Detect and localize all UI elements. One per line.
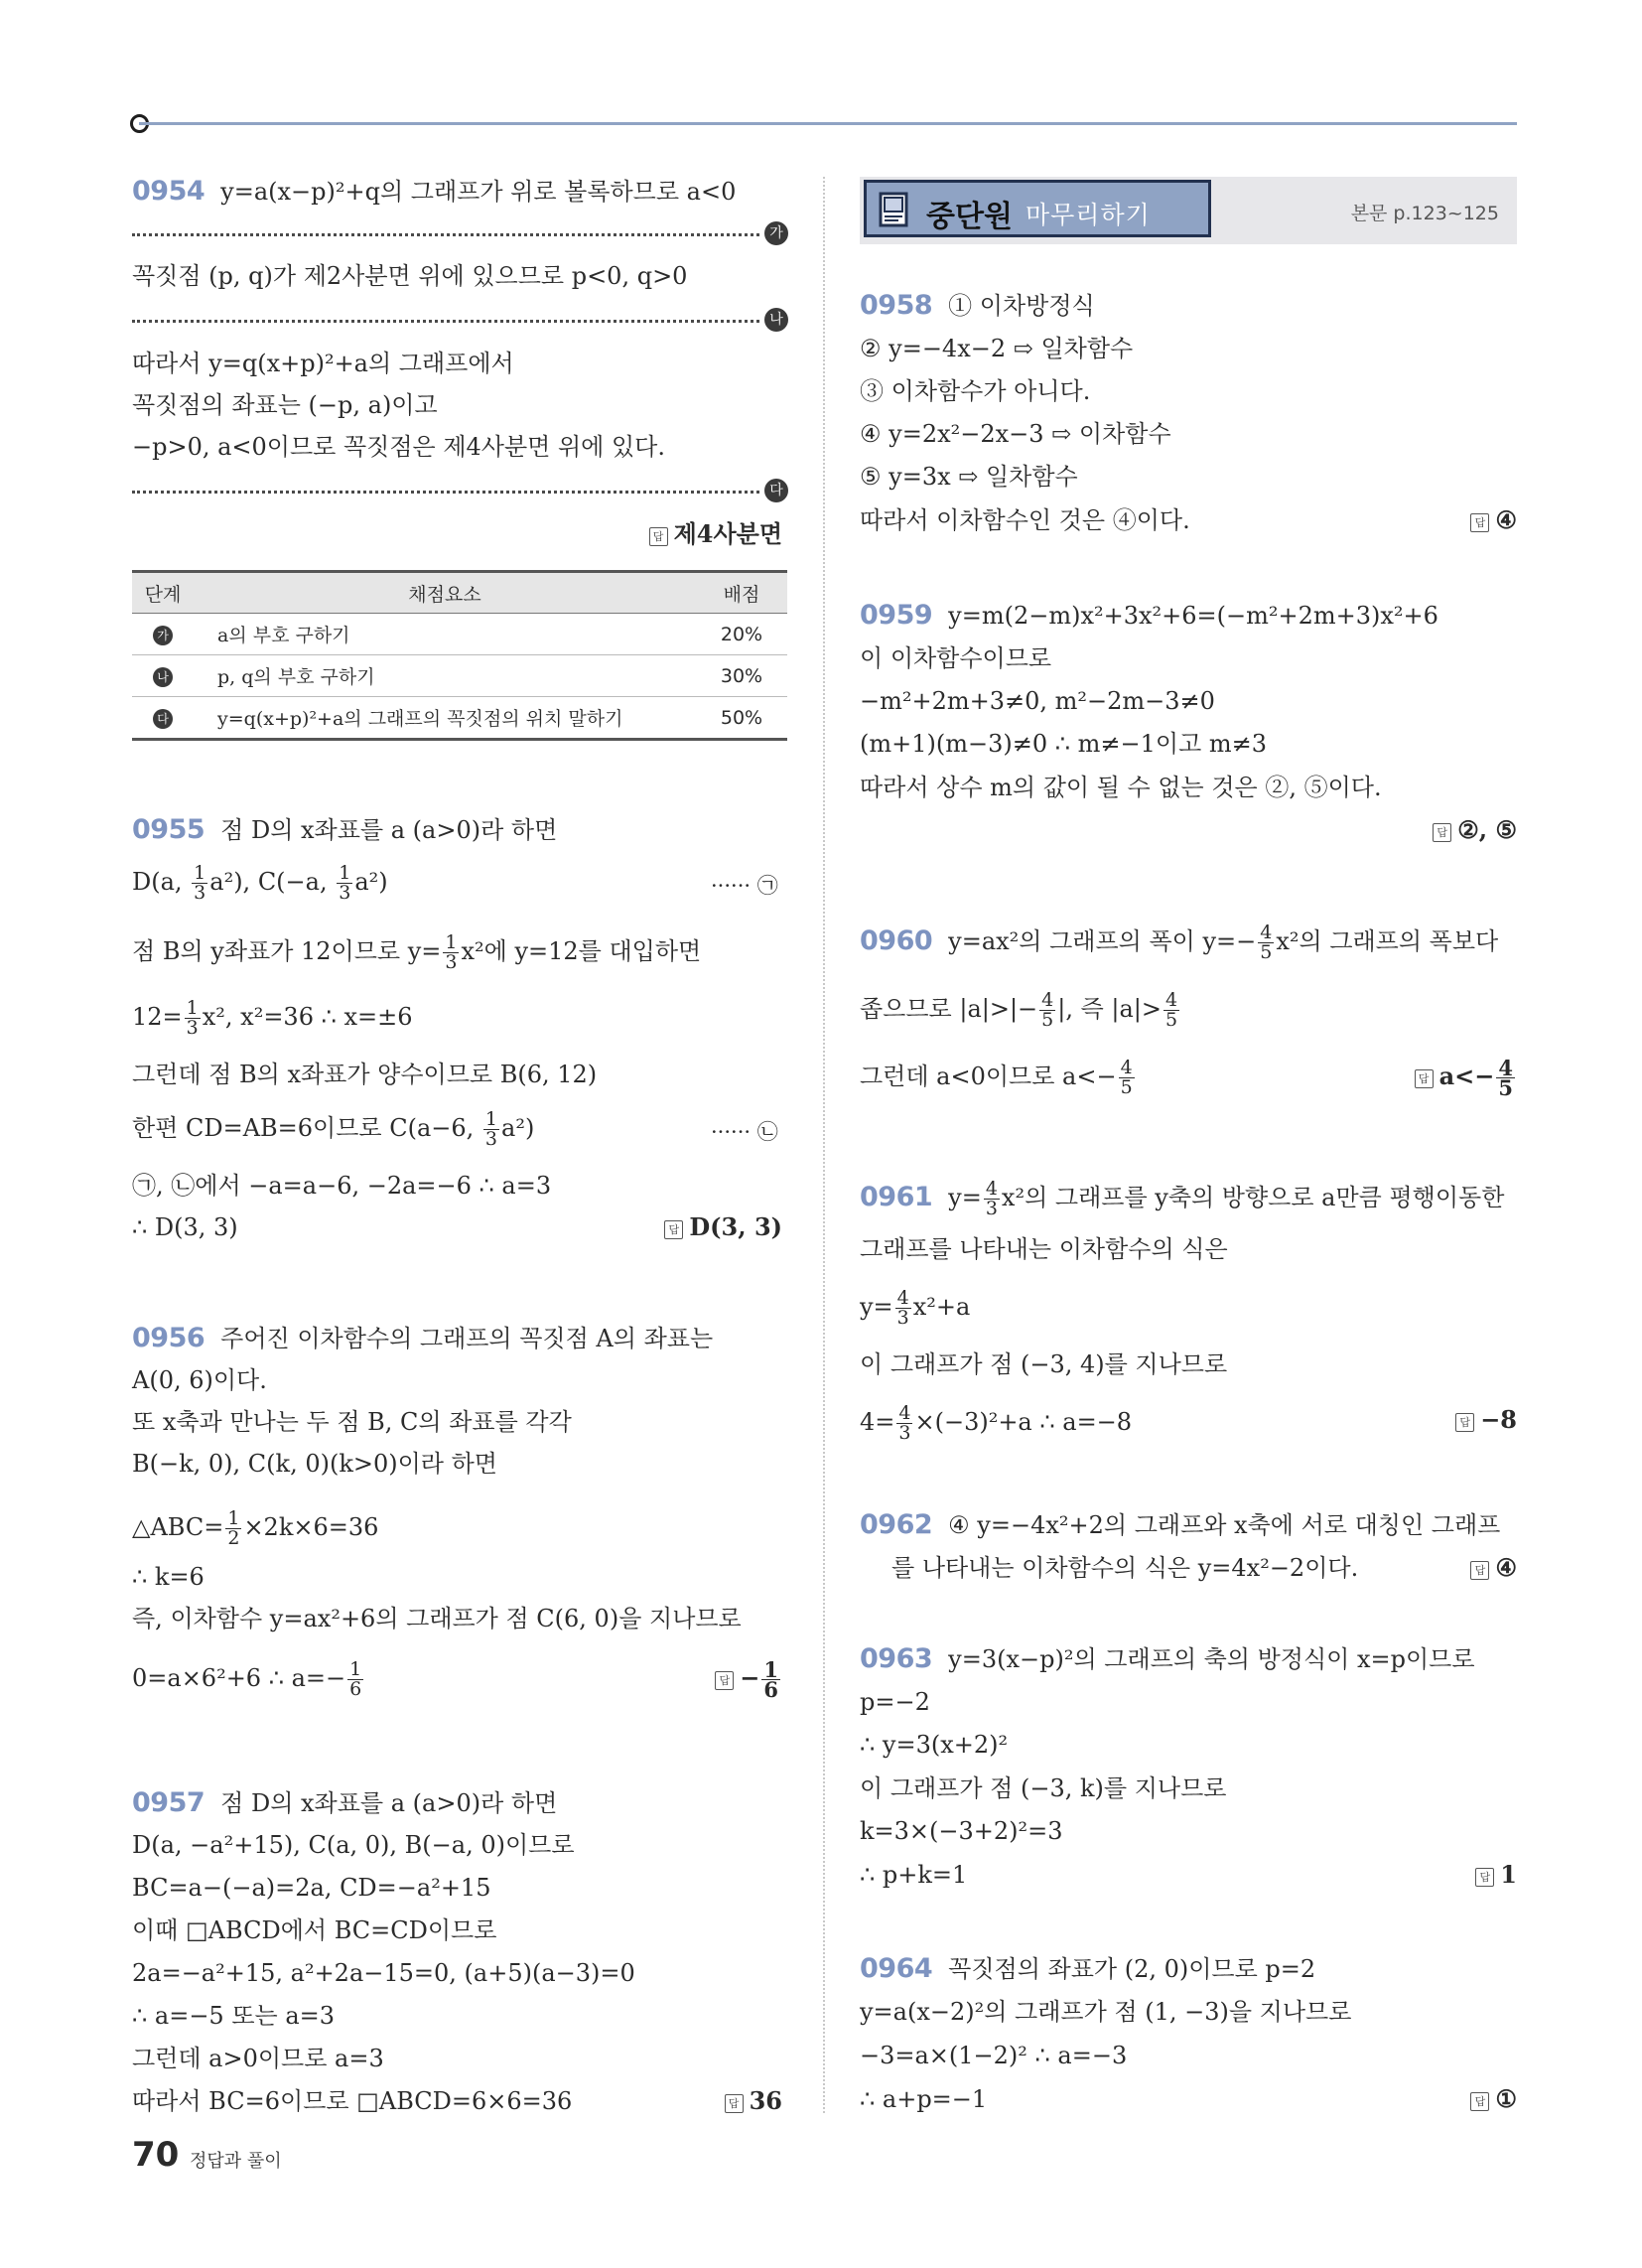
problem-number: 0960	[860, 925, 933, 956]
dotted-rule	[132, 233, 759, 236]
problem-0959-line4: (m+1)(m−3)≠0 ∴ m≠−1이고 m≠3	[860, 730, 1268, 758]
problem-number: 0959	[860, 600, 933, 631]
problem-0956-line6: ∴ k=6	[132, 1563, 205, 1591]
problem-0954-line1: 0954 y=a(x−p)²+q의 그래프가 위로 볼록하므로 a<0	[132, 176, 737, 207]
problem-0956-line4: B(−k, 0), C(k, 0)(k>0)이라 하면	[132, 1450, 497, 1478]
answer-icon: 답	[715, 1671, 734, 1690]
answer-icon: 답	[1475, 1868, 1494, 1887]
problem-0955-line4: 12= $\frac{1}{3}$ x², x²=36 ∴ x=±6	[132, 997, 413, 1039]
equation-tag: ······ ㉡	[711, 1120, 778, 1144]
problem-0955-line1: 0955 점 D의 x좌표를 a (a>0)라 하면	[132, 814, 558, 845]
table-row: 가 a의 부호 구하기 20%	[132, 614, 787, 655]
problem-0957-line1: 0957 점 D의 x좌표를 a (a>0)라 하면	[132, 1787, 558, 1818]
problem-0957-line3: BC=a−(−a)=2a, CD=−a²+15	[132, 1874, 491, 1902]
scoring-table	[132, 570, 787, 741]
step-mark-ga: 가	[764, 221, 788, 245]
problem-0958-line5: ⑤ y=3x ⇨ 일차함수	[860, 463, 1078, 491]
page-number: 70	[132, 2135, 180, 2175]
book-icon	[877, 191, 912, 228]
problem-0956-line3: 또 x축과 만나는 두 점 B, C의 좌표를 각각	[132, 1408, 572, 1436]
step-mark-da: 다	[764, 479, 788, 502]
problem-0964-line1: 0964 꼭짓점의 좌표가 (2, 0)이므로 p=2	[860, 1953, 1316, 1984]
banner-title: 중단원	[926, 200, 1013, 234]
problem-0956-line5: △ABC= $\frac{1}{2}$ ×2k×6=36	[132, 1507, 379, 1549]
problem-0958-line1: 0958 ① 이차방정식	[860, 290, 1095, 321]
problem-0955-line3: 점 B의 y좌표가 12이므로 y= $\frac{1}{3}$ x²에 y=12를 대입하면	[132, 931, 702, 973]
problem-0956-line7: 즉, 이차함수 y=ax²+6의 그래프가 점 C(6, 0)을 지나므로	[132, 1605, 742, 1632]
problem-0954-line4: 꼭짓점의 좌표는 (−p, a)이고	[132, 391, 438, 419]
table-header: 채점요소	[194, 572, 696, 614]
problem-0956-line8: 0=a×6²+6 ∴ a=− $\frac{1}{6}$	[132, 1658, 362, 1700]
step-mark: 가	[153, 626, 173, 645]
problem-0961-line1: 0961 y= $\frac{4}{3}$ x²의 그래프를 y축의 방향으로 a만큼 평행이동한	[860, 1178, 1505, 1219]
answer-0954: 답 제4사분면	[649, 518, 782, 550]
section-banner	[860, 177, 1517, 244]
problem-0959-line2: 이 이차함수이므로	[860, 644, 1052, 672]
problem-0963-line6: ∴ p+k=1	[860, 1861, 968, 1889]
problem-0960-line2: 좁으므로 |a|>|− $\frac{4}{5}$ |, 즉 |a|> $\frac{4}{5}$	[860, 989, 1178, 1031]
problem-0964-line3: −3=a×(1−2)² ∴ a=−3	[860, 2042, 1128, 2069]
problem-0960-line3: 그런데 a<0이므로 a<− $\frac{4}{5}$	[860, 1057, 1133, 1098]
header-rule	[139, 122, 1517, 125]
problem-0962-line2: 를 나타내는 이차함수의 식은 y=4x²−2이다.	[891, 1554, 1359, 1582]
answer-0956: 답 − $\frac{1}{6}$	[715, 1660, 782, 1699]
column-divider	[823, 177, 825, 2113]
problem-0963-line4: 이 그래프가 점 (−3, k)를 지나므로	[860, 1774, 1227, 1802]
answer-0959: 답 ②, ⑤	[1433, 814, 1517, 846]
answer-icon: 답	[664, 1220, 683, 1239]
answer-0955: 답 D(3, 3)	[664, 1211, 782, 1243]
problem-0961-line5: 4= $\frac{4}{3}$ ×(−3)²+a ∴ a=−8	[860, 1402, 1133, 1444]
table-row: 다 y=q(x+p)²+a의 그래프의 꼭짓점의 위치 말하기 50%	[132, 697, 787, 740]
problem-0958-line2: ② y=−4x−2 ⇨ 일차함수	[860, 335, 1134, 362]
problem-0957-line4: 이때 □ABCD에서 BC=CD이므로	[132, 1916, 497, 1944]
problem-number: 0961	[860, 1182, 933, 1212]
problem-0961-line3: y= $\frac{4}{3}$ x²+a	[860, 1287, 971, 1329]
problem-0958-line6: 따라서 이차함수인 것은 ④이다.	[860, 506, 1190, 534]
dotted-rule	[132, 491, 759, 494]
problem-0955-line2: D(a, $\frac{1}{3}$ a²), C(−a, $\frac{1}{3}$ a²)	[132, 862, 388, 904]
problem-0954-line2: 꼭짓점 (p, q)가 제2사분면 위에 있으므로 p<0, q>0	[132, 262, 688, 290]
problem-0955-line5: 그런데 점 B의 x좌표가 양수이므로 B(6, 12)	[132, 1061, 598, 1088]
step-mark-na: 나	[764, 308, 788, 332]
problem-0957-line2: D(a, −a²+15), C(a, 0), B(−a, 0)이므로	[132, 1831, 575, 1859]
problem-number: 0954	[132, 176, 205, 207]
problem-0964-line4: ∴ a+p=−1	[860, 2085, 988, 2113]
problem-0956-line1: 0956 주어진 이차함수의 그래프의 꼭짓점 A의 좌표는	[132, 1323, 714, 1353]
problem-number: 0957	[132, 1787, 205, 1818]
problem-0958-line4: ④ y=2x²−2x−3 ⇨ 이차함수	[860, 420, 1171, 448]
problem-0955-line7: ㉠, ㉡에서 −a=a−6, −2a=−6 ∴ a=3	[132, 1172, 552, 1200]
answer-0963: 답 1	[1475, 1859, 1517, 1891]
answer-0964: 답 ①	[1470, 2083, 1517, 2115]
problem-0962-line1: 0962 ④ y=−4x²+2의 그래프와 x축에 서로 대칭인 그래프	[860, 1509, 1501, 1540]
problem-0964-line2: y=a(x−2)²의 그래프가 점 (1, −3)을 지나므로	[860, 1998, 1352, 2026]
problem-0961-line4: 이 그래프가 점 (−3, 4)를 지나므로	[860, 1350, 1228, 1378]
step-mark: 나	[153, 667, 173, 687]
problem-0957-line8: 따라서 BC=6이므로 □ABCD=6×6=36	[132, 2087, 573, 2115]
problem-0959-line1: 0959 y=m(2−m)x²+3x²+6=(−m²+2m+3)x²+6	[860, 600, 1438, 631]
problem-0961-line2: 그래프를 나타내는 이차함수의 식은	[860, 1235, 1228, 1263]
banner-subtitle: 마무리하기	[1026, 201, 1151, 229]
answer-icon: 답	[1415, 1069, 1434, 1088]
problem-0954-line5: −p>0, a<0이므로 꼭짓점은 제4사분면 위에 있다.	[132, 433, 665, 461]
footer-label: 정답과 풀이	[190, 2151, 282, 2172]
answer-0960: 답 a<− $\frac{4}{5}$	[1415, 1059, 1517, 1097]
problem-number: 0958	[860, 290, 933, 321]
problem-0954-line3: 따라서 y=q(x+p)²+a의 그래프에서	[132, 350, 514, 377]
problem-0957-line5: 2a=−a²+15, a²+2a−15=0, (a+5)(a−3)=0	[132, 1959, 635, 1987]
problem-number: 0964	[860, 1953, 933, 1984]
problem-number: 0956	[132, 1323, 205, 1353]
answer-0962: 답 ④	[1470, 1552, 1517, 1584]
table-row: 나 p, q의 부호 구하기 30%	[132, 655, 787, 697]
dotted-rule	[132, 320, 759, 323]
problem-number: 0955	[132, 814, 205, 845]
step-mark: 다	[153, 709, 173, 729]
problem-0959-line5: 따라서 상수 m의 값이 될 수 없는 것은 ②, ⑤이다.	[860, 774, 1382, 801]
problem-0957-line6: ∴ a=−5 또는 a=3	[132, 2002, 336, 2030]
problem-0963-line5: k=3×(−3+2)²=3	[860, 1817, 1063, 1845]
answer-icon: 답	[1470, 513, 1489, 532]
answer-icon: 답	[1470, 1561, 1489, 1580]
problem-0958-line3: ③ 이차함수가 아니다.	[860, 377, 1091, 405]
problem-0960-line1: 0960 y=ax²의 그래프의 폭이 y=− $\frac{4}{5}$ x²의 그래프의 폭보다	[860, 921, 1499, 963]
problem-0956-line2: A(0, 6)이다.	[132, 1366, 267, 1394]
problem-0963-line3: ∴ y=3(x+2)²	[860, 1731, 1009, 1759]
answer-icon: 답	[649, 527, 668, 546]
answer-icon: 답	[1470, 2092, 1489, 2111]
answer-0961: 답 −8	[1455, 1404, 1517, 1436]
problem-number: 0963	[860, 1643, 933, 1674]
problem-0963-line1: 0963 y=3(x−p)²의 그래프의 축의 방정식이 x=p이므로	[860, 1643, 1475, 1674]
answer-icon: 답	[1433, 823, 1451, 842]
equation-tag: ······ ㉠	[711, 874, 778, 898]
table-header: 단계	[132, 572, 194, 614]
answer-0957: 답 36	[725, 2085, 782, 2117]
page-reference: 본문 p.123~125	[1350, 203, 1499, 224]
problem-0955-line8: ∴ D(3, 3)	[132, 1213, 238, 1241]
problem-0957-line7: 그런데 a>0이므로 a=3	[132, 2045, 384, 2072]
answer-0958: 답 ④	[1470, 504, 1517, 536]
table-header: 배점	[696, 572, 787, 614]
problem-number: 0962	[860, 1509, 933, 1540]
answer-icon: 답	[1455, 1413, 1474, 1432]
problem-0963-line2: p=−2	[860, 1688, 930, 1716]
problem-0955-line6: 한편 CD=AB=6이므로 C(a−6, $\frac{1}{3}$ a²)	[132, 1108, 535, 1150]
problem-0959-line3: −m²+2m+3≠0, m²−2m−3≠0	[860, 687, 1215, 715]
answer-icon: 답	[725, 2094, 744, 2113]
